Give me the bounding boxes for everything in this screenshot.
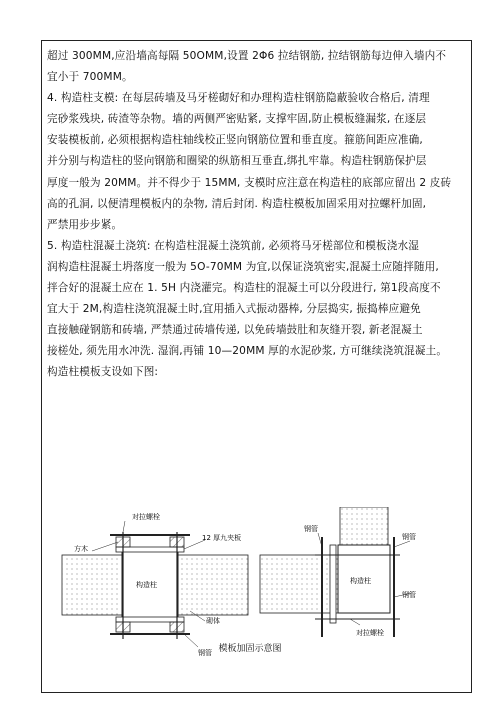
leader-line <box>92 542 118 551</box>
left-detail <box>62 512 248 657</box>
leader-line <box>350 619 360 625</box>
figure-caption: 模板加固示意图 <box>218 644 282 654</box>
text-line: 宜大于 2M,构造柱浇筑混凝土时,宜用插入式振动器棒, 分层捣实, 振捣棒应避免 <box>47 303 421 316</box>
brick-wall-right <box>178 555 248 615</box>
label-square-wood: 方木 <box>74 545 88 553</box>
label-steel-pipe-bottom: 钢管 <box>402 591 416 599</box>
text-line: 5. 构造柱混凝土浇筑: 在构造柱混凝土浇筑前, 必须将马牙槎部位和模板浇水湿 <box>47 239 419 252</box>
formwork-diagram <box>60 507 460 657</box>
text-line: 宜小于 700MM。 <box>47 71 133 84</box>
text-line: 完砂浆残块, 砖渣等杂物。墙的两侧严密贴紧, 支撑牢固,防止模板缝漏浆, 在逐层 <box>47 113 427 126</box>
text-line: 并分别与构造柱的竖向钢筋和圈梁的纵筋相互垂直,绑扎牢靠。构造柱钢筋保护层 <box>47 155 427 168</box>
label-bolt: 对拉螺栓 <box>132 513 160 521</box>
leader-line <box>123 521 125 532</box>
label-steel-pipe: 钢管 <box>198 649 212 657</box>
text-line: 厚度一般为 20MM。并不得少于 15MM, 支模时应注意在构造柱的底部应留出 2 皮砖 <box>47 176 452 189</box>
label-steel-pipe-side: 钢管 <box>402 533 416 541</box>
construction-spec-text <box>47 46 467 384</box>
plywood-bottom <box>116 617 184 622</box>
text-line: 接槎处, 须先用水冲洗. 湿润,再铺 10—20MM 厚的水泥砂浆, 方可继续浇筑混凝土。 <box>47 345 448 358</box>
right-detail <box>260 507 416 637</box>
text-line: 构造柱模板支设如下图: <box>47 366 159 379</box>
brick-wall <box>260 555 338 613</box>
text-line: 润构造柱混凝土坍落度一般为 5O-70MM 为宜,以保证浇筑密实,混凝土应随拌随用, <box>47 260 439 273</box>
text-line: 高的孔洞, 以便清理模板内的杂物, 清后封闭. 构造柱模板加固采用对拉螺杆加固, <box>47 197 427 210</box>
text-line: 超过 300MM,应沿墙高每隔 50OMM,设置 2Φ6 拉结钢筋, 拉结钢筋每边伸入墙内不 <box>47 50 447 62</box>
plywood-top <box>116 547 184 552</box>
label-plywood: 12 厚九夹板 <box>202 534 242 542</box>
text-line: 直接触碰钢筋和砖墙, 严禁通过砖墙传递, 以免砖墙鼓肚和灰缝开裂, 新老混凝土 <box>47 324 423 337</box>
text-line: 严禁用步步紧。 <box>47 218 123 231</box>
text-line: 拌合好的混凝土应在 1. 5H 内浇灌完。构造柱的混凝土可以分段进行, 第1段高度不 <box>47 282 441 295</box>
text-line: 4. 构造柱支模: 在每层砖墙及马牙槎砌好和办理构造柱钢筋隐蔽验收合格后, 清理 <box>47 92 430 105</box>
beam <box>340 507 388 545</box>
text-line: 安装模板前, 必须根据构造柱轴线校正竖向钢筋位置和垂直度。箍筋间距应准确, <box>47 134 423 147</box>
formwork-plate <box>330 545 336 623</box>
label-column: 构造柱 <box>350 577 371 585</box>
brick-wall-left <box>62 555 122 615</box>
label-bolt: 对拉螺栓 <box>356 629 384 637</box>
label-steel-pipe-top: 钢管 <box>304 525 318 533</box>
label-brick: 砌体 <box>206 617 220 625</box>
leader-line <box>394 541 410 547</box>
label-column: 构造柱 <box>136 581 157 589</box>
